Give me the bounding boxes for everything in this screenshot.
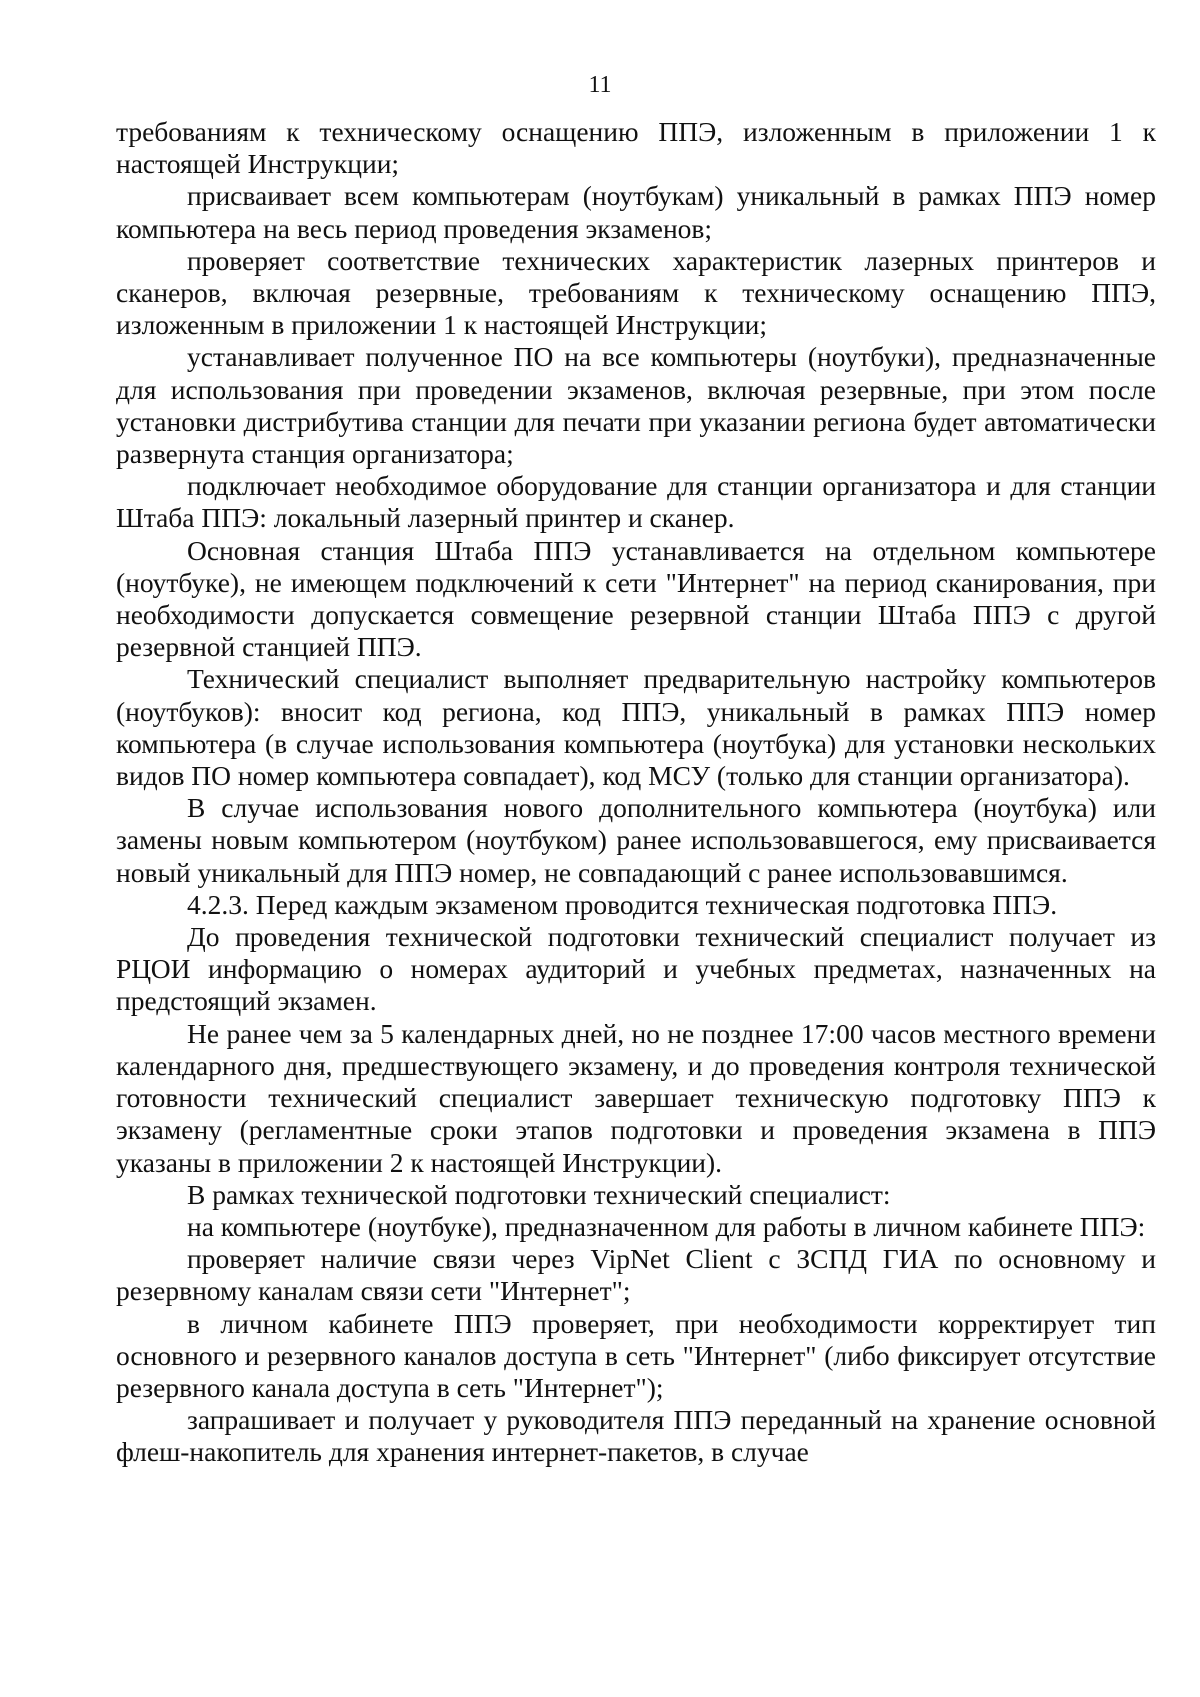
page-number: 11 (588, 72, 612, 98)
paragraph: в личном кабинете ППЭ проверяет, при необходимости корректирует тип основного и резервного каналов доступа в сеть "Интернет" (либо фиксирует отсутствие резервного канала доступа в сеть "Интернет"); (116, 1307, 1156, 1403)
paragraph: проверяет соответствие технических характеристик лазерных принтеров и сканеров, включая резервные, требованиям к техническому оснащению ППЭ, изложенным в приложении 1 к настоящей Инструкции; (116, 244, 1156, 341)
paragraph: на компьютере (ноутбуке), предназначенном для работы в личном кабинете ППЭ: (187, 1210, 1146, 1242)
document-body (116, 116, 1156, 1469)
paragraph: запрашивает и получает у руководителя ППЭ переданный на хранение основной флеш-накопитель для хранения интернет-пакетов, в случае (116, 1404, 1156, 1468)
paragraph: В рамках технической подготовки технический специалист: (187, 1178, 891, 1210)
paragraph: устанавливает полученное ПО на все компьютеры (ноутбуки), предназначенные для использования при проведении экзаменов, включая резервные, при этом после установки дистрибутива станции для печати при указании региона будет автоматически развернута станция организатора; (116, 341, 1156, 470)
paragraph: В случае использования нового дополнительного компьютера (ноутбука) или замены новым компьютером (ноутбуком) ранее использовавшегося, ему присваивается новый уникальный для ППЭ номер, не совпадающий с ранее использовавшимся. (116, 792, 1156, 888)
paragraph: проверяет наличие связи через VipNet Client с ЗСПД ГИА по основному и резервному каналам связи сети "Интернет"; (116, 1243, 1156, 1307)
paragraph: требованиям к техническому оснащению ППЭ, изложенным в приложении 1 к настоящей Инструкции; (116, 116, 1156, 180)
paragraph: присваивает всем компьютерам (ноутбукам) уникальный в рамках ППЭ номер компьютера на весь период проведения экзаменов; (116, 180, 1156, 244)
paragraph: До проведения технической подготовки технический специалист получает из РЦОИ информацию о номерах аудиторий и учебных предметах, назначенных на предстоящий экзамен. (116, 921, 1156, 1017)
section-paragraph-4-2-3: 4.2.3. Перед каждым экзаменом проводится техническая подготовка ППЭ. (187, 888, 1058, 920)
paragraph: Технический специалист выполняет предварительную настройку компьютеров (ноутбуков): вносит код региона, код ППЭ, уникальный в рамках ППЭ номер компьютера (в случае использования компьютера (ноутбука) для установки нескольких видов ПО номер компьютера совпадает), код МСУ (только для станции организатора). (116, 663, 1156, 792)
paragraph: Не ранее чем за 5 календарных дней, но не позднее 17:00 часов местного времени календарного дня, предшествующего экзамену, и до проведения контроля технической готовности технический специалист завершает техническую подготовку ППЭ к экзамену (регламентные сроки этапов подготовки и проведения экзамена в ППЭ указаны в приложении 2 к настоящей Инструкции). (116, 1017, 1156, 1178)
paragraph: Основная станция Штаба ППЭ устанавливается на отдельном компьютере (ноутбуке), не имеющем подключений к сети "Интернет" на период сканирования, при необходимости допускается совмещение резервной станции Штаба ППЭ с другой резервной станцией ППЭ. (116, 534, 1156, 663)
paragraph: подключает необходимое оборудование для станции организатора и для станции Штаба ППЭ: локальный лазерный принтер и сканер. (116, 470, 1156, 534)
